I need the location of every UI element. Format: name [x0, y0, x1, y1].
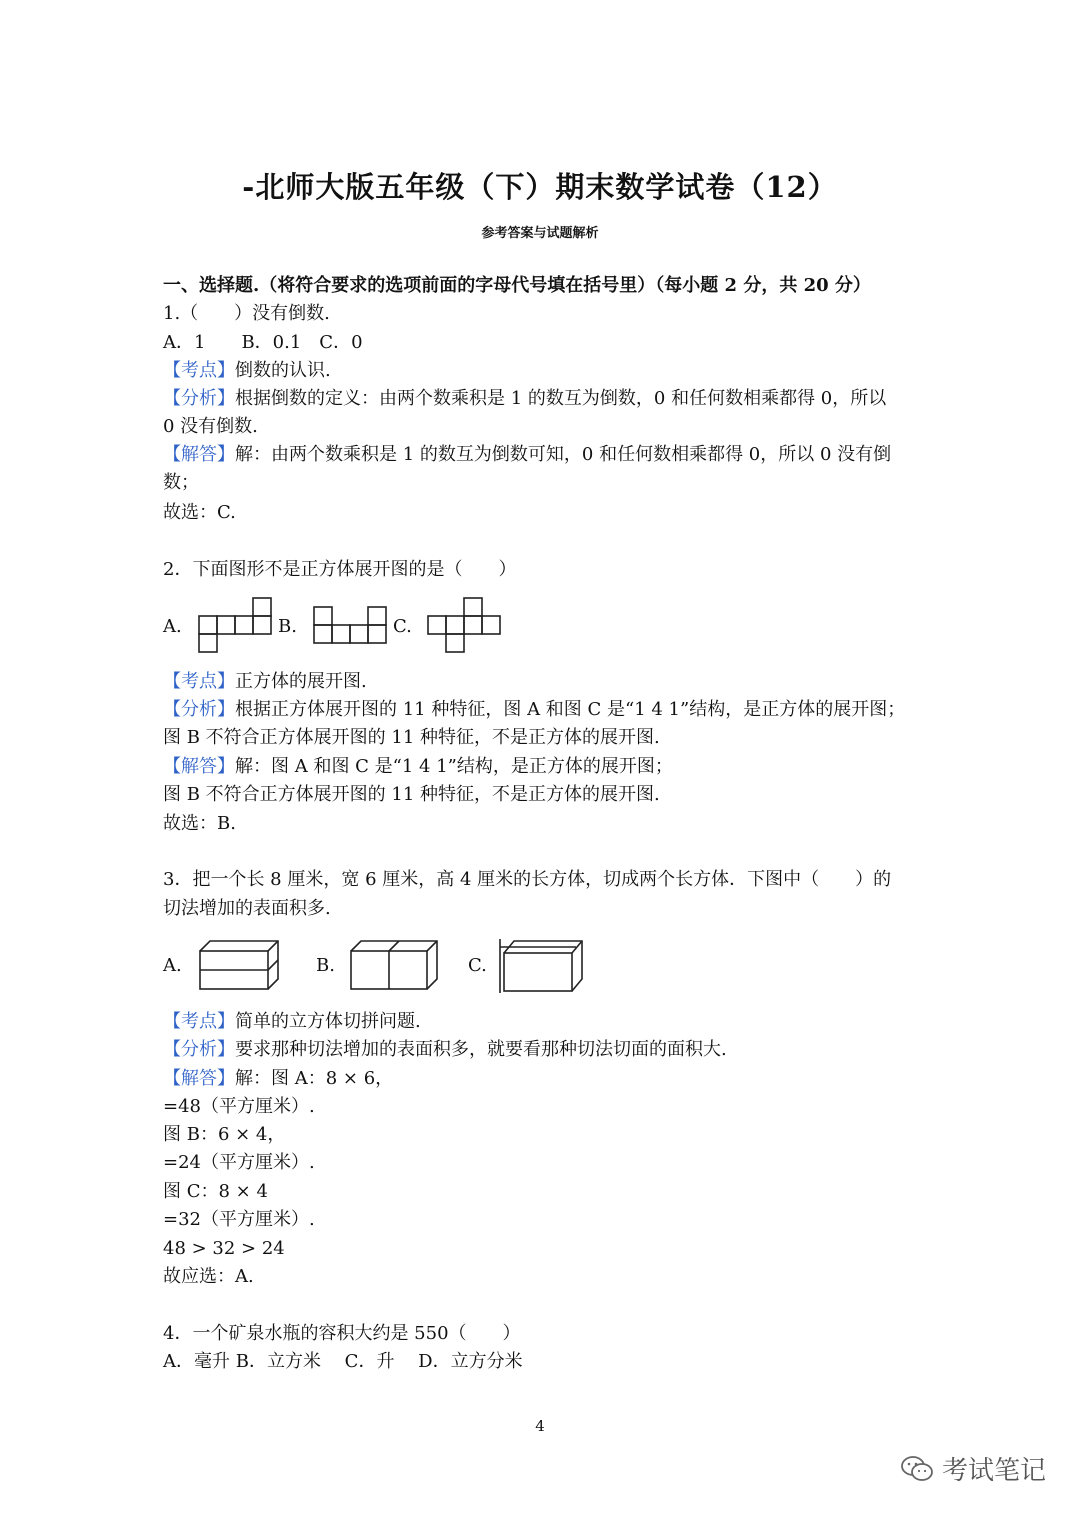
q3-jieda	[163, 1065, 393, 1093]
q3-stem-cont: 切法增加的表面积多.	[163, 898, 331, 919]
q2-option-a-label: A.	[163, 616, 182, 637]
q2-option-c-label: C.	[393, 616, 412, 637]
q1-kaodian	[163, 357, 331, 385]
q3-kaodian-text: 简单的立方体切拼问题.	[235, 1011, 421, 1032]
q2-answer: 故选：B.	[163, 813, 236, 834]
q2-jieda	[163, 753, 673, 781]
q3-calc-line: 图 C：8 × 4	[163, 1181, 268, 1202]
jieda-tag: 【解答】	[163, 1068, 235, 1089]
wechat-icon	[900, 1454, 934, 1484]
fenxi-tag: 【分析】	[163, 699, 235, 720]
q3-calc-line: =32（平方厘米）.	[163, 1209, 315, 1230]
q2-fenxi-cont: 图 B 不符合正方体展开图的 11 种特征，不是正方体的展开图.	[163, 727, 660, 748]
q2-fenxi-text: 根据正方体展开图的 11 种特征，图 A 和图 C 是“1 4 1”结构，是正方体的展开图；	[235, 699, 906, 720]
kaodian-tag: 【考点】	[163, 1011, 235, 1032]
q3-option-c-label: C.	[468, 955, 487, 976]
q3-calc-line: 图 B：6 × 4，	[163, 1124, 286, 1145]
q1-fenxi	[163, 385, 886, 413]
q1-jieda	[163, 441, 891, 469]
q2-jieda-cont: 图 B 不符合正方体展开图的 11 种特征，不是正方体的展开图.	[163, 784, 660, 805]
q1-kaodian-text: 倒数的认识.	[235, 360, 331, 381]
jieda-tag: 【解答】	[163, 756, 235, 777]
q3-fenxi-text: 要求那种切法增加的表面积多，就要看那种切法切面的面积大.	[235, 1039, 727, 1060]
q3-calc-line: =24（平方厘米）.	[163, 1152, 315, 1173]
q1-stem: 1.（ ）没有倒数.	[163, 303, 330, 324]
kaodian-tag: 【考点】	[163, 671, 235, 692]
q1-fenxi-text: 根据倒数的定义：由两个数乘积是 1 的数互为倒数，0 和任何数相乘都得 0，所以	[235, 388, 887, 409]
page-title: -北师大版五年级（下）期末数学试卷（12）	[242, 170, 838, 204]
q2-stem: 2．下面图形不是正方体展开图的是（ ）	[163, 559, 517, 580]
q3-option-b-label: B.	[316, 955, 335, 976]
net-figure-b	[310, 605, 390, 651]
watermark	[900, 1450, 1046, 1487]
q1-options: A．1 B．0.1 C．0	[163, 332, 363, 353]
q3-option-a-label: A.	[163, 955, 182, 976]
q4-options: A．毫升 B．立方米 C．升 D．立方分米	[163, 1351, 523, 1372]
fenxi-tag: 【分析】	[163, 1039, 235, 1060]
cuboid-figure-c	[496, 937, 588, 995]
q2-fenxi	[163, 696, 905, 724]
cuboid-figure-a	[196, 937, 286, 993]
q2-kaodian-text: 正方体的展开图.	[235, 671, 367, 692]
q3-answer: 故应选：A.	[163, 1266, 254, 1287]
q3-kaodian	[163, 1008, 421, 1036]
q3-fenxi	[163, 1036, 727, 1064]
q3-jieda-text: 解：图 A：8 × 6，	[235, 1068, 394, 1089]
q2-jieda-text: 解：图 A 和图 C 是“1 4 1”结构，是正方体的展开图；	[235, 756, 673, 777]
q2-kaodian	[163, 668, 367, 696]
page-number: 4	[535, 1417, 545, 1435]
cuboid-figure-b	[347, 937, 442, 993]
q3-calc-line: =48（平方厘米）.	[163, 1096, 315, 1117]
q1-jieda-text: 解：由两个数乘积是 1 的数互为倒数可知，0 和任何数相乘都得 0，所以 0 没有倒	[235, 444, 892, 465]
kaodian-tag: 【考点】	[163, 360, 235, 381]
jieda-tag: 【解答】	[163, 444, 235, 465]
net-figure-a	[195, 598, 275, 656]
fenxi-tag: 【分析】	[163, 388, 235, 409]
q4-stem: 4．一个矿泉水瓶的容积大约是 550（ ）	[163, 1323, 521, 1344]
q2-option-b-label: B.	[278, 616, 297, 637]
q3-calc-line: 48 > 32 > 24	[163, 1238, 285, 1259]
watermark-text: 考试笔记	[942, 1456, 1047, 1486]
q1-jieda-cont: 数；	[163, 472, 199, 493]
q3-stem: 3．把一个长 8 厘米，宽 6 厘米，高 4 厘米的长方体，切成两个长方体．下图中（ ）的	[163, 869, 892, 890]
section-heading: 一、选择题.（将符合要求的选项前面的字母代号填在括号里）（每小题 2 分，共 20 分）	[163, 275, 871, 296]
q1-answer: 故选：C.	[163, 502, 236, 523]
q1-fenxi-cont: 0 没有倒数.	[163, 416, 258, 437]
net-figure-c	[424, 598, 504, 656]
page-subtitle: 参考答案与试题解析	[481, 226, 599, 241]
